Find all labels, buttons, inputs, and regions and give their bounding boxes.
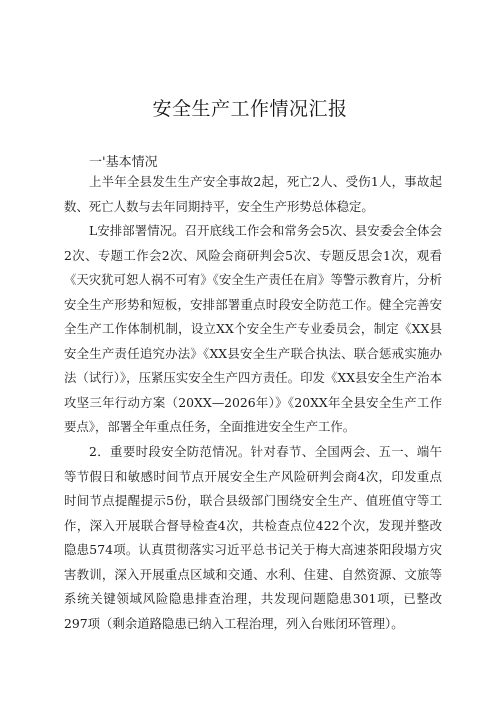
section-heading: 一'基本情况 <box>89 155 158 170</box>
paragraph-block-2 <box>64 219 442 440</box>
paragraph-block-1 <box>64 170 442 219</box>
paragraph-key-periods: 2．重要时段安全防范情况。针对春节、全国两会、五一、端午等节假日和敏感时间节点开展安全生产风险研判会商4次，印发重点时间节点提醒提示5份，联合县级部门围绕安全生产、值班值守等工作，深入开展联合督导检查4次，共检查点位422个次，发现并整改隐患574项。认真贯彻落实习近平总书记关于梅大高速茶阳段塌方灾害教训，深入开展重点区域和交通、水利、住建、自然资源、文旅等系统关键领域风险隐患排查治理，共发现问题隐患301项，已整改297项（剩余道路隐患已纳入工程治理，列入台账闭环管理）。 <box>64 444 442 631</box>
paragraph-deployment: L安排部署情况。召开底线工作会和常务会5次、县安委会全体会2次、专题工作会2次、风险会商研判会5次、专题反思会1次，观看《天灾犹可恕人祸不可宥》《安全生产责任在肩》等警示教育片，分析安全生产形势和短板，安排部署重点时段安全防范工作。健全完善安全生产工作体制机制，设立XX个安全生产专业委员会，制定《XX县安全生产责任追究办法》《XX县安全生产联合执法、联合惩戒实施办法（试行）》，压紧压实安全生产四方责任。印发《XX县安全生产治本攻坚三年行动方案（20XX—2026年）》《20XX年全县安全生产工作要点》，部署全年重点任务，全面推进安全生产工作。 <box>64 223 442 434</box>
document-title: 安全生产工作情况汇报 <box>152 98 348 120</box>
paragraph-block-3 <box>64 440 442 636</box>
paragraph-summary: 上半年全县发生生产安全事故2起，死亡2人、受伤1人，事故起数、死亡人数与去年同期持平，安全生产形势总体稳定。 <box>64 174 442 214</box>
